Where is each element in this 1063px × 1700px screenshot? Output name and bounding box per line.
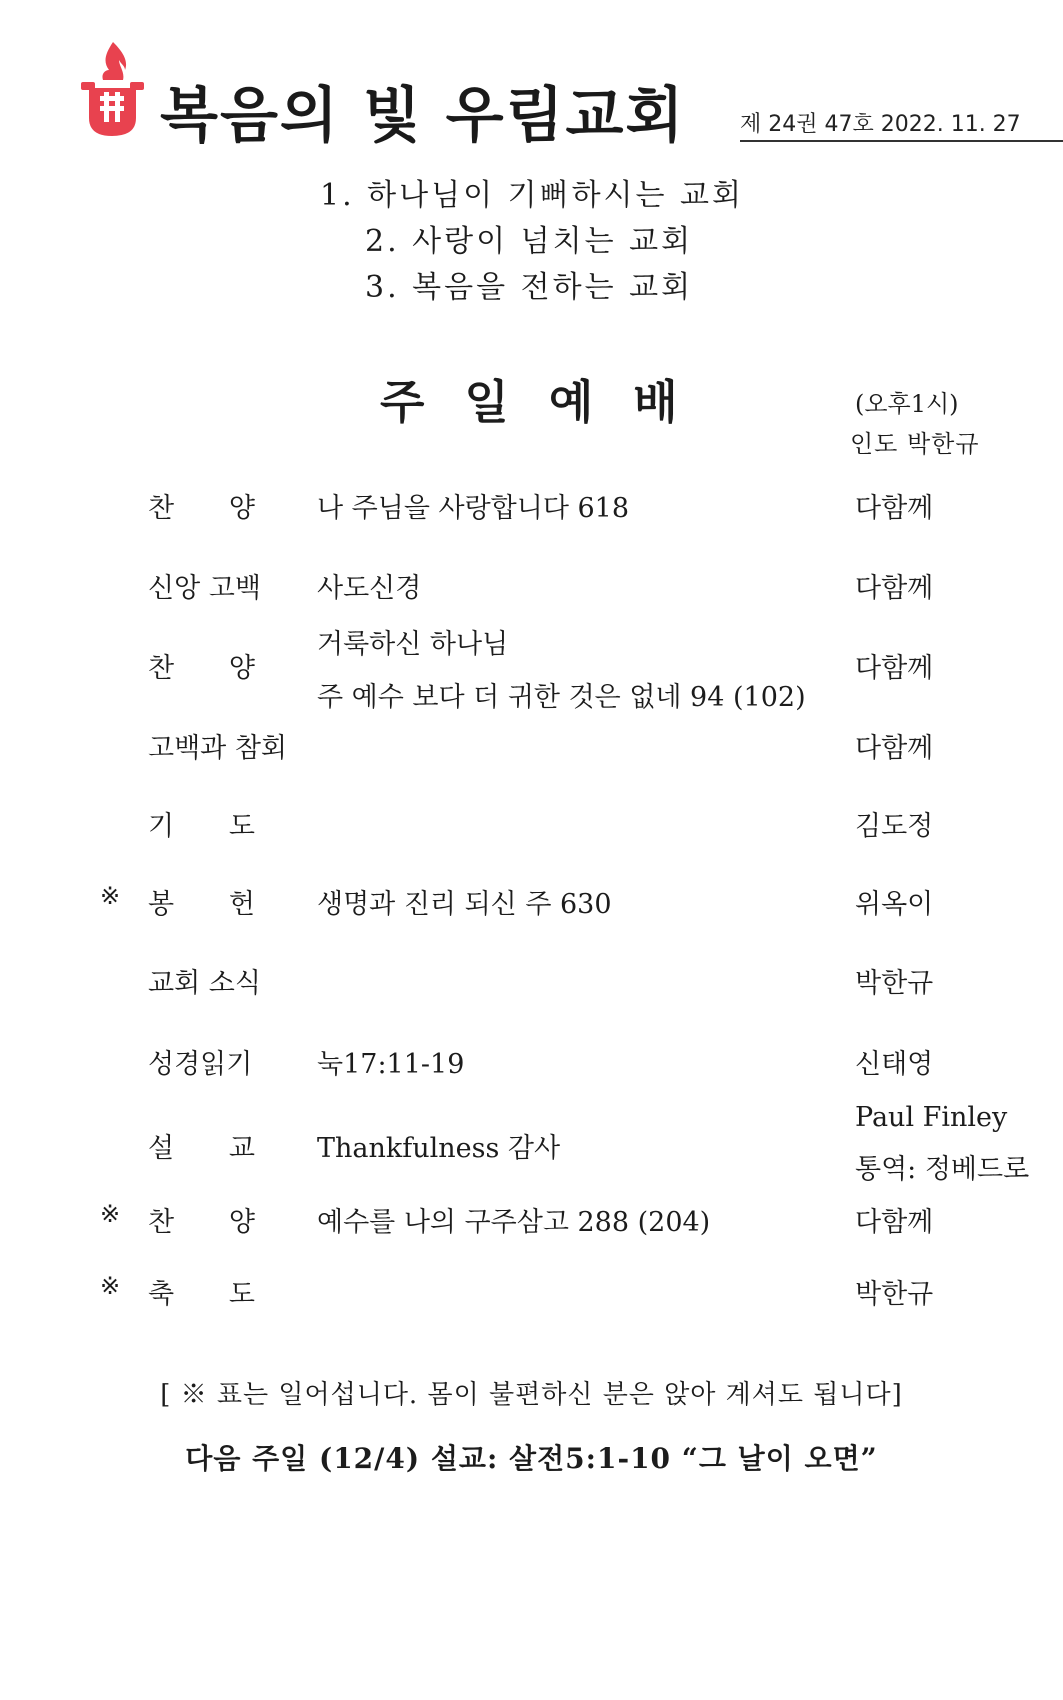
item-label <box>148 1126 255 1165</box>
item-leader: 신태영 <box>855 1049 934 1080</box>
item-content-line-1: 거룩하신 하나님 <box>317 629 509 660</box>
item-leader <box>855 1102 1029 1186</box>
item-leader: 박한규 <box>855 968 934 999</box>
service-time: (오후1시) <box>855 390 959 418</box>
next-week-sermon: 다음 주일 (12/4) 설교: 살전5:1-10 “그 날이 오면” <box>185 1442 878 1475</box>
item-leader: 다함께 <box>855 1207 934 1238</box>
label-char: 찬 <box>148 1207 175 1238</box>
standing-notice: [ ※ 표는 일어섭니다. 몸이 불편하신 분은 앉아 계셔도 됩니다] <box>160 1380 903 1410</box>
label-char: 기 <box>148 811 175 842</box>
label-char: 양 <box>228 1207 255 1238</box>
item-content: 예수를 나의 구주삼고 288 (204) <box>317 1207 711 1238</box>
item-label: 고백과 참회 <box>148 733 287 764</box>
item-label <box>148 804 255 843</box>
label-char: 찬 <box>148 653 175 684</box>
item-content: 눅17:11-19 <box>317 1049 465 1080</box>
label-char: 양 <box>228 493 255 524</box>
item-leader: 다함께 <box>855 733 934 764</box>
service-title: 주일예배 <box>380 375 718 429</box>
label-char: 축 <box>148 1279 175 1310</box>
item-leader: 박한규 <box>855 1279 934 1310</box>
service-presider: 인도 박한규 <box>850 430 980 458</box>
standing-mark: ※ <box>100 882 121 910</box>
motto-line-2: 2. 사랑이 넘치는 교회 <box>365 224 694 259</box>
item-leader: 김도정 <box>855 811 934 842</box>
issue-date-line: 제 24권 47호 2022. 11. 27 <box>740 107 1063 142</box>
preacher-name: Paul Finley <box>855 1102 1008 1133</box>
church-name: 복음의 빛 우림교회 <box>160 81 686 151</box>
item-leader: 다함께 <box>855 653 934 684</box>
motto-line-1: 1. 하나님이 기뻐하시는 교회 <box>320 178 745 213</box>
torch-logo-icon <box>75 40 150 140</box>
label-char: 도 <box>228 811 255 842</box>
label-char: 양 <box>228 653 255 684</box>
motto-line-3: 3. 복음을 전하는 교회 <box>365 270 694 305</box>
interpreter-name: 통역: 정베드로 <box>855 1154 1030 1185</box>
item-leader: 위옥이 <box>855 889 934 920</box>
item-content-line-2: 주 예수 보다 더 귀한 것은 없네 94 (102) <box>317 682 806 713</box>
item-label <box>148 1200 255 1239</box>
item-label: 신앙 고백 <box>148 573 261 604</box>
standing-mark: ※ <box>100 1200 121 1228</box>
label-char: 찬 <box>148 493 175 524</box>
item-label <box>148 882 255 921</box>
item-content: Thankfulness 감사 <box>317 1133 561 1164</box>
label-char: 교 <box>228 1133 255 1164</box>
item-content: 나 주님을 사랑합니다 618 <box>317 493 630 524</box>
item-leader: 다함께 <box>855 493 934 524</box>
label-char: 도 <box>228 1279 255 1310</box>
item-label: 교회 소식 <box>148 968 261 999</box>
item-leader: 다함께 <box>855 573 934 604</box>
item-content: 생명과 진리 되신 주 630 <box>317 889 612 920</box>
item-label <box>148 486 255 525</box>
label-char: 봉 <box>148 889 175 920</box>
item-label <box>148 1272 255 1311</box>
label-char: 설 <box>148 1133 175 1164</box>
item-label <box>148 646 255 685</box>
standing-mark: ※ <box>100 1272 121 1300</box>
item-label: 성경읽기 <box>148 1049 253 1080</box>
item-content: 사도신경 <box>317 573 422 604</box>
item-content <box>317 622 806 714</box>
label-char: 헌 <box>228 889 255 920</box>
